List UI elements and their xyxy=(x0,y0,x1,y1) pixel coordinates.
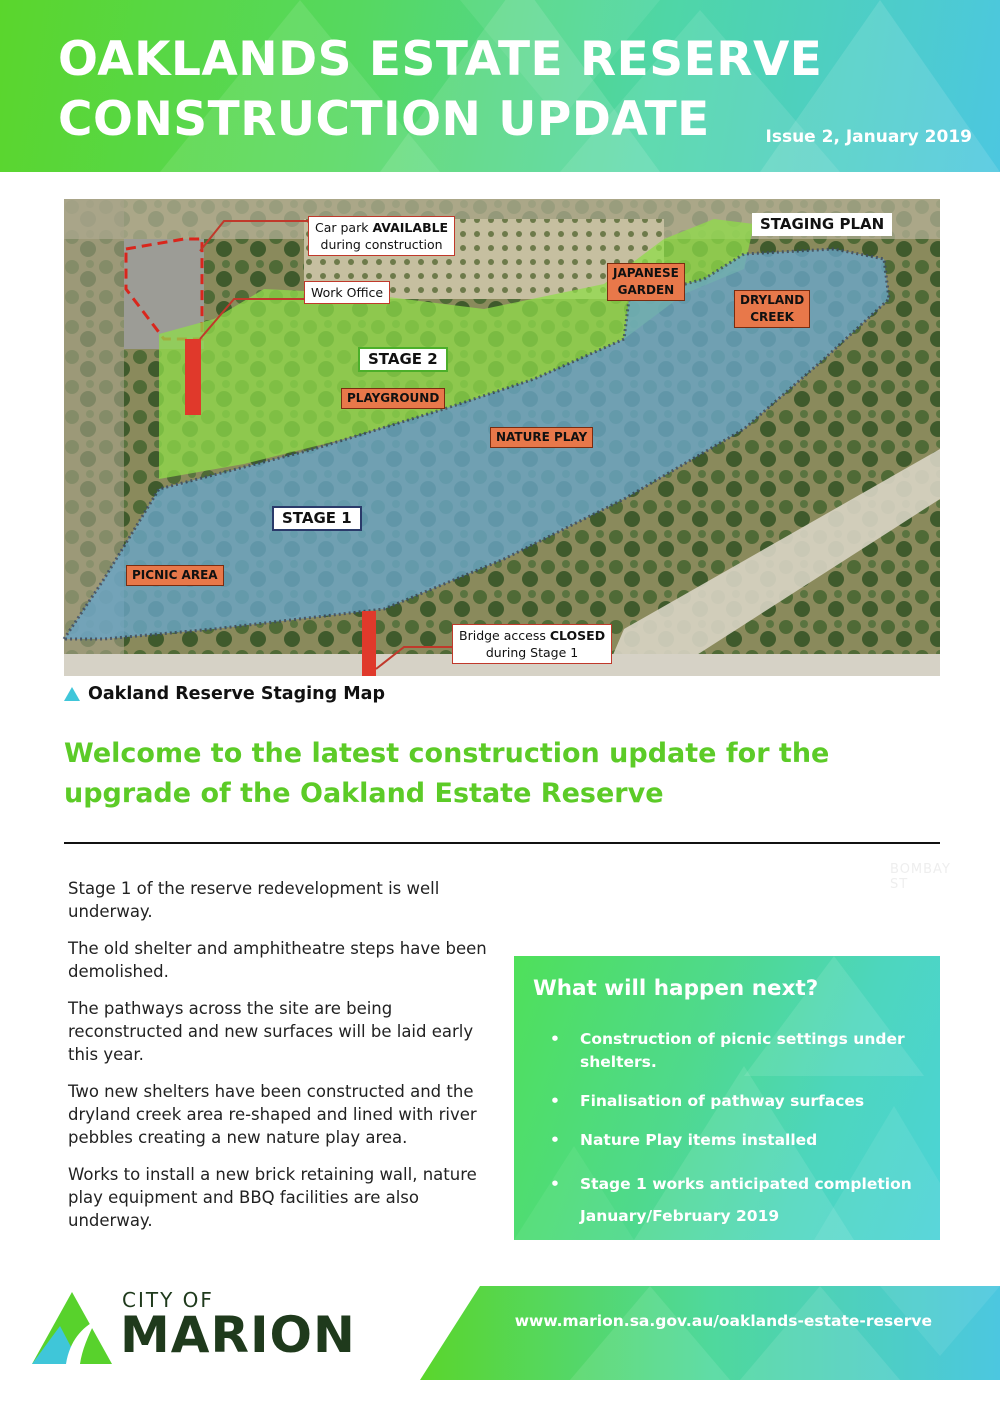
bullet-icon: • xyxy=(550,1175,560,1193)
japanese-garden-label xyxy=(607,263,685,301)
logo-city-of: CITY OF xyxy=(122,1288,214,1312)
page-title xyxy=(58,30,822,150)
map-caption-text: Oakland Reserve Staging Map xyxy=(88,684,385,704)
next-steps-box xyxy=(514,956,940,1240)
picnic-area-label: PICNIC AREA xyxy=(126,565,224,586)
dryland-creek-line2: CREEK xyxy=(750,310,794,324)
japanese-garden-line2: GARDEN xyxy=(617,283,675,297)
map-caption xyxy=(64,684,385,704)
body-paragraph: Stage 1 of the reserve redevelopment is well underway. xyxy=(68,879,440,921)
bridge-label-text: Bridge access xyxy=(459,628,550,643)
bridge-access-label xyxy=(452,624,612,664)
bullet-icon: • xyxy=(550,1131,560,1149)
logo-marion: MARION xyxy=(120,1306,356,1364)
website-link[interactable]: www.marion.sa.gov.au/oaklands-estate-reserve xyxy=(514,1312,932,1330)
japanese-garden-line1: JAPANESE xyxy=(613,266,679,280)
street-name: BOMBAY ST xyxy=(890,862,951,892)
body-paragraph: The pathways across the site are being reconstructed and new surfaces will be laid early this year. xyxy=(68,999,474,1064)
body-paragraph: Works to install a new brick retaining wall, nature play equipment and BBQ facilities are also underway. xyxy=(68,1165,477,1230)
work-office-label: Work Office xyxy=(304,281,390,304)
bullet-icon: • xyxy=(550,1092,560,1110)
bridge-label-status: CLOSED xyxy=(549,628,606,643)
stage-1-label: STAGE 1 xyxy=(272,506,362,531)
bullet-icon: • xyxy=(550,1030,560,1048)
car-park-label-text: Car park xyxy=(315,220,373,235)
car-park-label-status: AVAILABLE xyxy=(372,220,449,235)
list-item xyxy=(550,1028,920,1074)
welcome-heading: Welcome to the latest construction update for the upgrade of the Oakland Estate Reserve xyxy=(64,738,830,809)
playground-label: PLAYGROUND xyxy=(341,388,445,409)
list-item xyxy=(550,1090,920,1113)
list-item-text: Nature Play items installed xyxy=(580,1131,818,1149)
dryland-creek-line1: DRYLAND xyxy=(740,293,805,307)
list-item-text: Construction of picnic settings under shelters. xyxy=(580,1030,905,1071)
next-steps-heading: What will happen next? xyxy=(533,976,819,1001)
staging-plan-label: STAGING PLAN xyxy=(752,213,892,236)
issue-date: Issue 2, January 2019 xyxy=(765,127,972,147)
nature-play-label: NATURE PLAY xyxy=(490,427,593,448)
body-paragraph: The old shelter and amphitheatre steps have been demolished. xyxy=(68,939,487,981)
update-body xyxy=(68,877,498,1246)
section-divider xyxy=(64,842,940,844)
title-line-1: OAKLANDS ESTATE RESERVE xyxy=(58,32,823,87)
city-of-marion-logo xyxy=(30,1286,356,1366)
title-line-2: CONSTRUCTION UPDATE xyxy=(58,92,710,147)
list-item-text: Stage 1 works anticipated completion January/February 2019 xyxy=(580,1175,912,1225)
bridge-label-line2: during Stage 1 xyxy=(485,645,579,660)
list-item xyxy=(550,1129,920,1152)
list-item-text: Finalisation of pathway surfaces xyxy=(580,1092,865,1110)
body-paragraph: Two new shelters have been constructed and the dryland creek area re-shaped and lined with river pebbles creating a new nature play area. xyxy=(68,1082,477,1147)
stage-2-label: STAGE 2 xyxy=(358,347,448,372)
marion-leaf-icon xyxy=(30,1290,114,1366)
footer-band-shape xyxy=(420,1286,1000,1380)
header-banner xyxy=(0,0,1000,172)
car-park-label-line2: during construction xyxy=(320,237,443,252)
sturt-river-label: STURT RIVER xyxy=(720,686,807,749)
list-item xyxy=(550,1168,920,1232)
footer-band xyxy=(420,1286,1000,1380)
next-steps-list xyxy=(550,1028,920,1248)
dryland-creek-label xyxy=(734,290,810,328)
triangle-icon xyxy=(64,687,80,701)
car-park-label xyxy=(308,216,455,256)
